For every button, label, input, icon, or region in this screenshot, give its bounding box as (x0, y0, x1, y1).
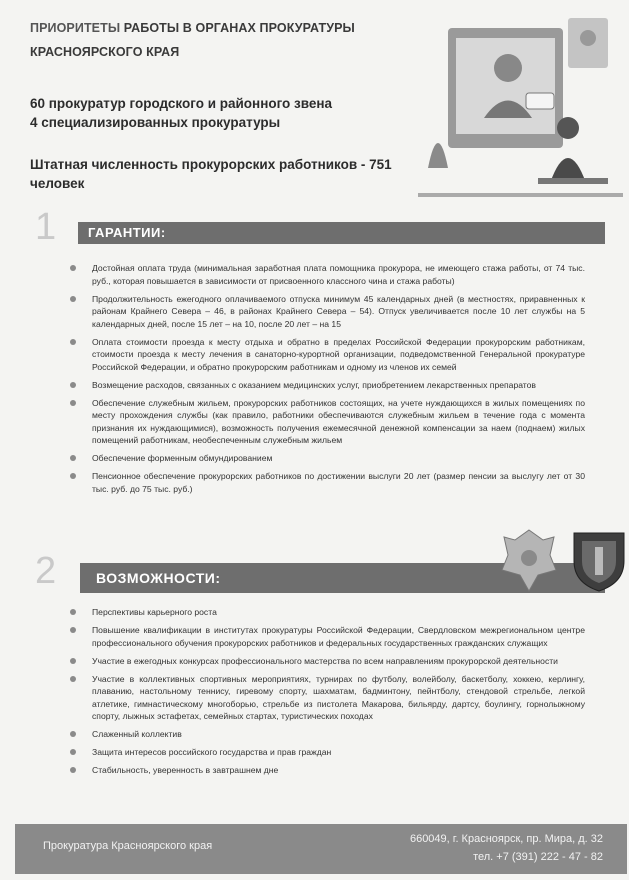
stat-staff-count: Штатная численность прокурорских работников - 751 человек (30, 157, 392, 191)
section-number-2: 2 (35, 550, 57, 592)
footer-org: Прокуратура Красноярского края (43, 840, 213, 852)
guarantees-list (70, 262, 585, 501)
list-item: Участие в коллективных спортивных мероприятиях, турнирах по футболу, волейболу, баскетболу, хоккею, керлингу, плаванию, настольному теннису, гиревому спорту, шахматам, бадминтону, пейнтболу, стендовой стрельбе, легкой атлетике, гимнастическому многоборью, стрельбе из пистолета Макарова, бильярду, дартсу, боулингу, горнолыжному спорту, лыжных эстафетах, семейных стартах, туристических походах (70, 673, 585, 723)
list-item: Обеспечение форменным обмундированием (70, 452, 585, 465)
title-part2: РАБОТЫ В ОРГАНАХ ПРОКУРАТУРЫ (120, 21, 355, 35)
list-item: Повышение квалификации в институтах прокуратуры Российской Федерации, Свердловском межрегиональном центре профессионального обучения прокурорских работников и федеральных государственных гражданских служащих (70, 624, 585, 649)
list-item: Защита интересов российского государства и прав граждан (70, 746, 585, 759)
title-part1: ПРИОРИТЕТЫ (30, 21, 121, 35)
footer (15, 824, 627, 874)
list-item: Участие в ежегодных конкурсах профессионального мастерства по всем направлениям прокурорской деятельности (70, 655, 585, 668)
stat-special-prosecutors: 4 специализированных прокуратуры (30, 115, 281, 130)
shield-emblem-icon (568, 525, 629, 595)
list-item: Слаженный коллектив (70, 728, 585, 741)
section-title-guarantees: ГАРАНТИИ: (78, 222, 605, 244)
footer-address: 660049, г. Красноярск, пр. Мира, д. 32 (409, 833, 603, 845)
screen-shape (456, 38, 555, 134)
section-number-1: 1 (35, 206, 57, 248)
eagle-emblem-icon (498, 525, 560, 595)
list-item: Оплата стоимости проезда к месту отдыха и обратно в пределах Российской Федерации прокурорским работникам, стоимости проезда к месту лечения в санаторно-курортной организации, подведомственной Генеральной прокуратуре Российской Федерации, и обратно прокурорским работникам и одному из членов их семей (70, 336, 585, 374)
list-item: Продолжительность ежегодного оплачиваемого отпуска минимум 45 календарных дней (в местностях, приравненных к районам Крайнего Севера – 46, в районах Крайнего Севера – 54). Отпуск увеличивается после 10 лет службы на 5 календарных дней, после 15 лет – на 10, после 20 лет – на 15 (70, 293, 585, 331)
person-head (494, 54, 522, 82)
video-call-illustration (418, 8, 623, 208)
footer-phone: тел. +7 (391) 222 - 47 - 82 (473, 851, 603, 863)
list-item: Возмещение расходов, связанных с оказанием медицинских услуг, приобретением лекарственных препаратов (70, 379, 585, 392)
page-title-line2: КРАСНОЯРСКОГО КРАЯ (30, 45, 180, 59)
speech-bubble (526, 93, 554, 109)
list-item: Обеспечение служебным жильем, прокурорских работников состоящих, на учете нуждающихся в жилых помещениях по месту прохождения службы (как правило, работники обеспечиваются служебным жильем в течение года с момента признания их нуждающимися), возможность получения ежемесячной денежной компенсации за наем (поднаем) жилых помещений работникам, необеспеченным служебным жильем (70, 397, 585, 447)
seated-person-head (557, 117, 579, 139)
list-item: Пенсионное обеспечение прокурорских работников по достижении выслуги 20 лет (размер пенсии за выслугу лет от 30 тыс. руб. до 75 тыс. руб.) (70, 470, 585, 495)
stat-city-prosecutors: 60 прокуратур городского и районного звена (30, 96, 333, 111)
list-item: Достойная оплата труда (минимальная заработная плата помощника прокурора, не имеющего стажа работы, от 74 тыс. руб., которая повышается в зависимости от присвоенного классного чина и стажа работы) (70, 262, 585, 287)
section-title-opportunities: ВОЗМОЖНОСТИ: (80, 563, 490, 593)
list-item: Перспективы карьерного роста (70, 606, 585, 619)
page-title (30, 21, 355, 35)
list-item: Стабильность, уверенность в завтрашнем дне (70, 764, 585, 777)
opportunities-list (70, 606, 585, 782)
